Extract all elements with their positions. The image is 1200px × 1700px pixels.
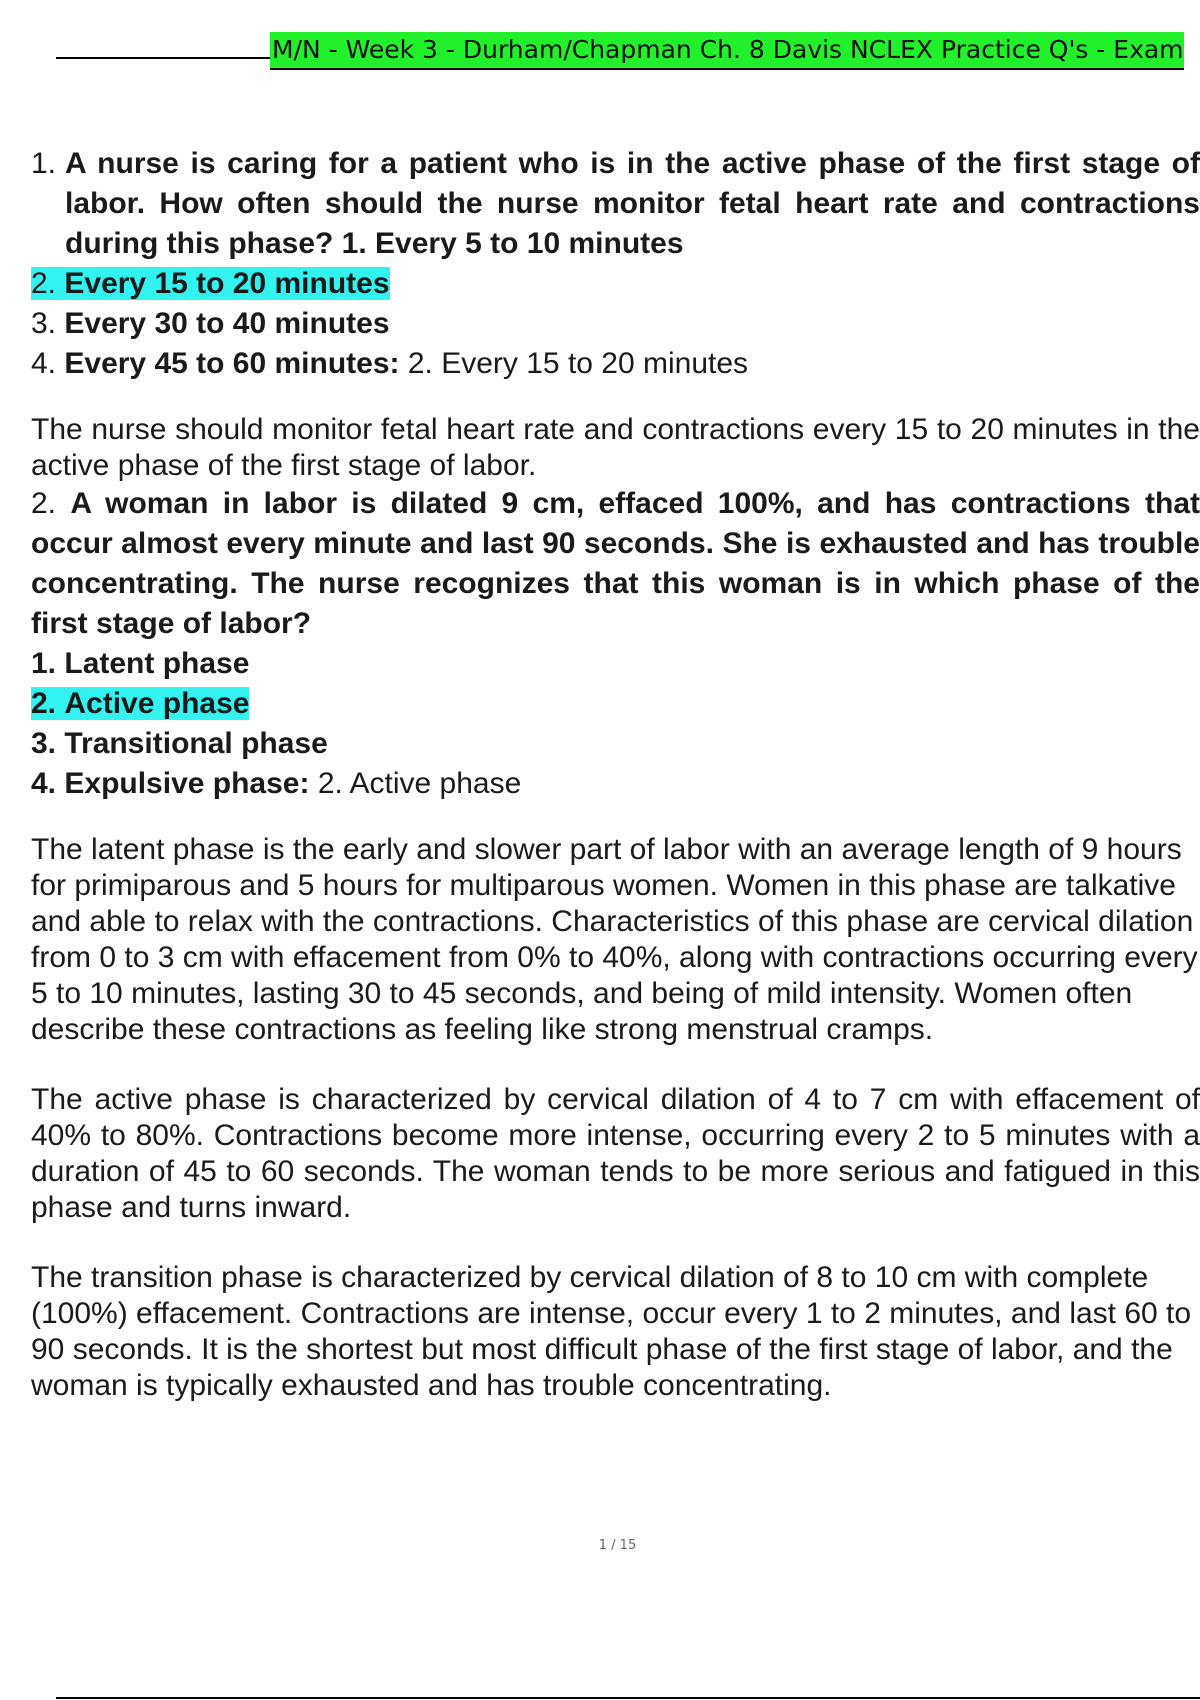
page-number: 1 / 15 — [598, 1538, 637, 1553]
answer-text: 2. Every 15 to 20 minutes — [407, 347, 749, 380]
option-number: 4. — [31, 767, 57, 800]
explanation-paragraph: The nurse should monitor fetal heart rate and contractions every 15 to 20 minutes in the active phase of the first stage of labor. — [31, 413, 1200, 482]
spacer — [31, 804, 1200, 832]
option-text: Transitional phase — [64, 727, 328, 760]
spacer — [31, 1226, 1200, 1260]
spacer — [31, 384, 1200, 412]
option-3 — [31, 304, 1200, 344]
option-4 — [31, 764, 1200, 804]
option-text: Latent phase — [64, 647, 250, 680]
option-number: 3. — [31, 307, 57, 340]
option-text: Every 30 to 40 minutes — [64, 307, 390, 340]
option-2 — [31, 684, 1200, 724]
option-text: Expulsive phase: — [64, 767, 310, 800]
footer-rule — [56, 1697, 1200, 1699]
option-text: Every 45 to 60 minutes: — [64, 347, 400, 380]
document-body — [31, 144, 1200, 1404]
option-4 — [31, 344, 1200, 384]
correct-option-highlight — [31, 267, 390, 300]
option-2 — [31, 264, 1200, 304]
question-number: 2. — [31, 487, 57, 520]
question-number: 1. — [31, 147, 57, 180]
explanation-paragraph: The latent phase is the early and slower part of labor with an average length of 9 hours for primiparous and 5 hours for multiparous women. Women in this phase are talkative and able to relax with the contractions. Characteristics of this phase are cervical dilation from 0 to 3 cm with effacement from 0% to 40%, along with contractions occurring every 5 to 10 minutes, lasting 30 to 45 seconds, and being of mild intensity. Women often describe these contractions as feeling like strong menstrual cramps. — [31, 833, 1198, 1046]
question-2 — [31, 484, 1200, 644]
option-text: Every 15 to 20 minutes — [64, 267, 390, 300]
header-rule — [56, 57, 270, 59]
option-number: 1. — [31, 647, 57, 680]
option-text: Active phase — [64, 687, 250, 720]
document-title: M/N - Week 3 - Durham/Chapman Ch. 8 Davis NCLEX Practice Q's - Exam — [270, 32, 1184, 70]
option-1 — [31, 644, 1200, 684]
option-number: 4. — [31, 347, 57, 380]
correct-option-highlight — [31, 687, 249, 720]
option-3 — [31, 724, 1200, 764]
option-number: 3. — [31, 727, 57, 760]
option-number: 2. — [31, 267, 57, 300]
question-1 — [31, 144, 1200, 264]
explanation-paragraph: The active phase is characterized by cervical dilation of 4 to 7 cm with effacement of 40% to 80%. Contractions become more intense, occurring every 2 to 5 minutes with a duration of 45 to 60 seconds. The woman tends to be more serious and fatigued in this phase and turns inward. — [31, 1083, 1200, 1224]
question-text: A nurse is caring for a patient who is in the active phase of the first stage of labor. How often should the nurse monitor fetal heart rate and contractions during this phase? 1. Every 5 to 10 minutes — [65, 147, 1200, 260]
explanation-paragraph: The transition phase is characterized by cervical dilation of 8 to 10 cm with complete (100%) effacement. Contractions are intense, occur every 1 to 2 minutes, and last 60 to 90 seconds. It is the shortest but most difficult phase of the first stage of labor, and the woman is typically exhausted and has trouble concentrating. — [31, 1261, 1192, 1402]
spacer — [31, 1048, 1200, 1082]
option-number: 2. — [31, 687, 57, 720]
answer-text: 2. Active phase — [317, 767, 522, 800]
question-text: A woman in labor is dilated 9 cm, effaced 100%, and has contractions that occur almost every minute and last 90 seconds. She is exhausted and has trouble concentrating. The nurse recognizes that this woman is in which phase of the first stage of labor? — [31, 487, 1200, 640]
